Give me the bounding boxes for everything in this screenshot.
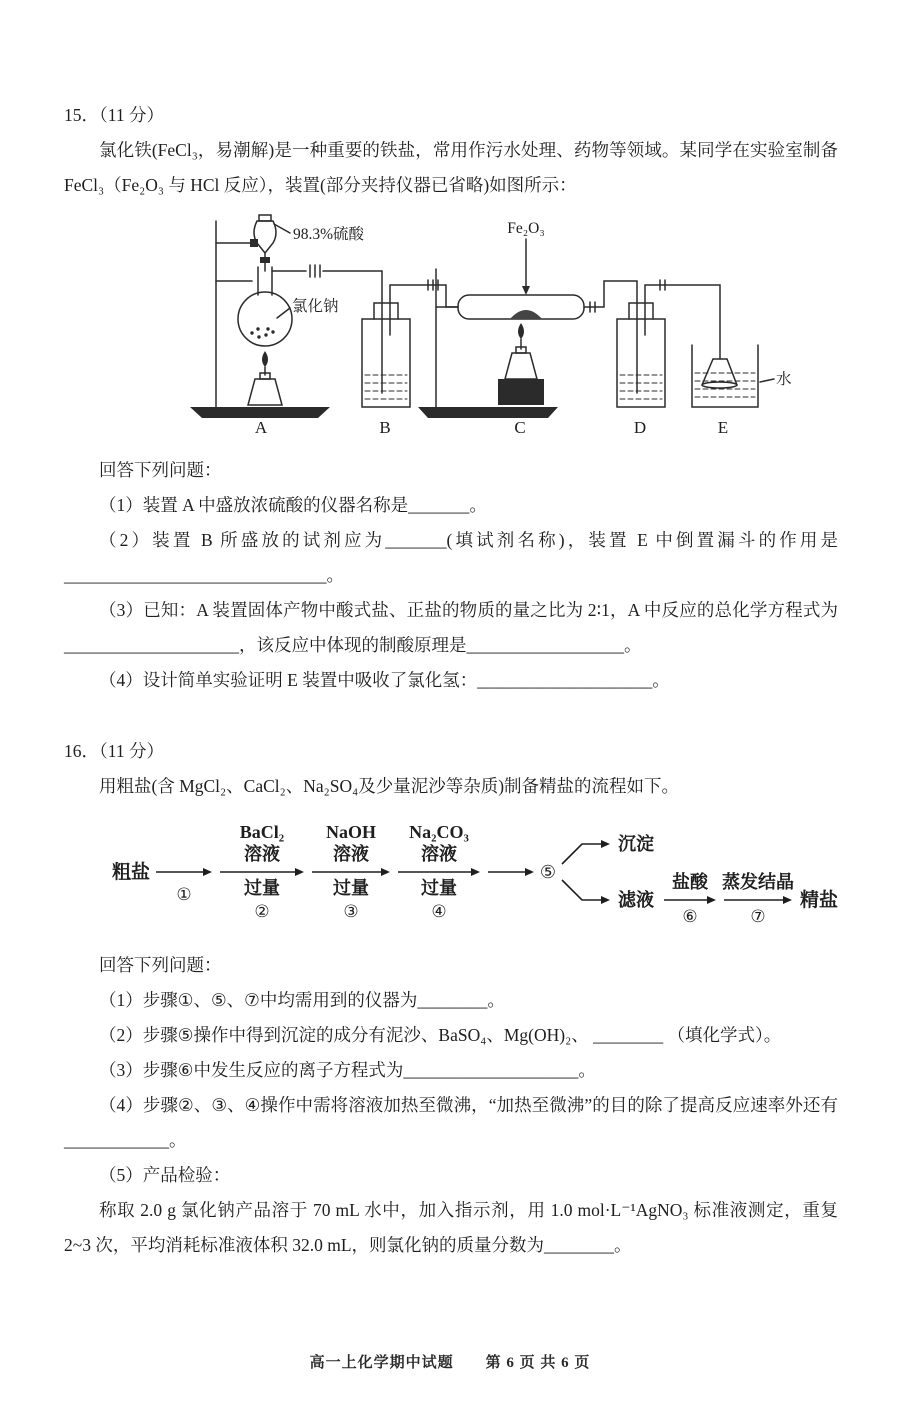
device-letter-e: E	[717, 418, 729, 437]
q16-item-1: （1）步骤①、⑤、⑦中均需用到的仪器为________。	[99, 990, 505, 1010]
device-d-bottle	[617, 280, 720, 407]
flow-reagent2-line2: 溶液	[244, 844, 280, 864]
section-gap	[64, 698, 838, 734]
device-letter-b: B	[379, 418, 391, 437]
separating-funnel	[254, 215, 276, 271]
flow-step6: ⑥	[682, 907, 698, 926]
flow-excess3: 过量	[333, 878, 369, 898]
q15-item-3: （3）已知：A 装置固体产物中酸式盐、正盐的物质的量之比为 2∶1，A 中反应的总化学方程式为____________________，该反应中体现的制酸原理是__________________。	[64, 600, 838, 655]
q15-item-4: （4）设计简单实验证明 E 装置中吸收了氯化氢：____________________。	[99, 670, 670, 690]
q16-item-4: （4）步骤②、③、④操作中需将溶液加热至微沸，“加热至微沸”的目的除了提高反应速率外还有____________。	[64, 1095, 838, 1150]
flow-step2: ②	[254, 902, 270, 921]
alcohol-lamp-a	[248, 351, 282, 405]
flow-step7: ⑦	[750, 907, 766, 926]
q16-header: 16．（11 分）	[64, 741, 164, 761]
q16-detail: 称取 2.0 g 氯化钠产品溶于 70 mL 水中，加入指示剂，用 1.0 mol·L⁻¹AgNO₃ 标准液测定，重复 2~3 次，平均消耗标准液体积 32.0 mL，则氯化钠的质量分数为________。	[64, 1200, 838, 1255]
flow-reagent3-line1: NaOH	[325, 822, 377, 842]
flow-reagent4-line2: 溶液	[421, 844, 457, 864]
q16-prompt: 回答下列问题：	[99, 955, 222, 975]
device-a-stand	[190, 221, 330, 418]
flow-step3: ③	[343, 902, 359, 921]
q15-prompt: 回答下列问题：	[99, 460, 222, 480]
flow-filtrate: 滤液	[618, 890, 654, 910]
q16-intro: 用粗盐(含 MgCl₂、CaCl₂、Na₂SO₄及少量泥沙等杂质)制备精盐的流程如下。	[99, 776, 680, 796]
q16-item-5: （5）产品检验：	[99, 1165, 231, 1185]
page-footer: 高一上化学期中试题 第 6 页 共 6 页	[309, 1355, 591, 1371]
q16-flow-figure	[108, 810, 838, 944]
flow-reagent4-line1: Na₂CO₃	[409, 822, 469, 842]
q15-item-2: （2）装置 B 所盛放的试剂应为_______(填试剂名称)，装置 E 中倒置漏斗的作用是______________________________。	[64, 530, 838, 585]
flow-chart	[108, 810, 842, 932]
fe2o3-label: Fe₂O₃	[507, 220, 545, 237]
q15-header: 15．（11 分）	[64, 105, 164, 125]
q16-item-3: （3）步骤⑥中发生反应的离子方程式为____________________。	[99, 1060, 596, 1080]
apparatus-diagram	[160, 211, 800, 439]
device-e-beaker	[692, 345, 774, 407]
flow-precipitate: 沉淀	[618, 834, 654, 854]
tube-a-to-b	[272, 265, 382, 393]
flow-step5: ⑤	[539, 862, 557, 882]
device-letter-d: D	[633, 418, 647, 437]
q16-item-2: （2）步骤⑤操作中得到沉淀的成分有泥沙、BaSO₄、Mg(OH)₂、 ________ （填化学式）。	[99, 1025, 782, 1045]
flow-excess2: 过量	[244, 878, 280, 898]
q15-item-1: （1）装置 A 中盛放浓硫酸的仪器名称是_______。	[99, 495, 487, 515]
flow-step4: ④	[431, 902, 447, 921]
flow-reagent6: 盐酸	[672, 872, 708, 892]
nacl-label: 氯化钠	[292, 298, 339, 315]
fe2o3-arrowhead	[522, 286, 530, 295]
q15-apparatus-figure	[160, 211, 838, 451]
device-b-bottle	[362, 280, 458, 407]
round-flask	[238, 267, 292, 346]
acid-label: 98.3%硫酸	[293, 226, 365, 243]
flow-step1: ①	[176, 885, 192, 904]
nacl-pointer-line	[277, 308, 290, 318]
flow-reagent7: 蒸发结晶	[722, 872, 794, 892]
device-letter-a: A	[254, 418, 268, 437]
flow-reagent2-line1: BaCl₂	[239, 822, 285, 842]
flow-start: 粗盐	[112, 862, 151, 883]
device-letter-c: C	[514, 418, 526, 437]
water-label: 水	[776, 371, 792, 388]
flow-reagent3-line2: 溶液	[333, 844, 369, 864]
q15-intro: 氯化铁(FeCl₃，易潮解)是一种重要的铁盐，常用作污水处理、药物等领域。某同学在实验室制备 FeCl₃（Fe₂O₃ 与 HCl 反应），装置(部分夹持仪器已省略)如图所示：	[64, 140, 838, 195]
flow-end: 精盐	[800, 890, 839, 911]
flow-excess4: 过量	[421, 878, 457, 898]
